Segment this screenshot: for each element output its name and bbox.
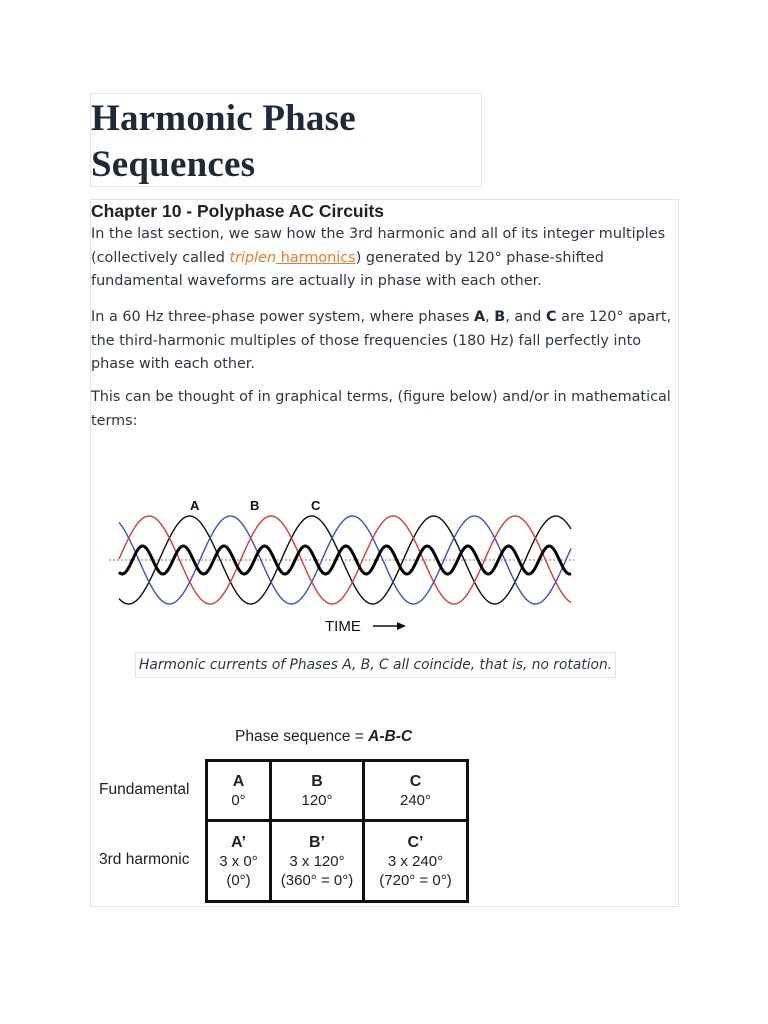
wave-label-c: C <box>311 498 321 513</box>
wave-label-a: A <box>190 498 200 513</box>
phase-c-text: C <box>546 309 557 325</box>
time-label: TIME <box>325 618 361 635</box>
phase-sequence-value: A-B-C <box>368 728 413 745</box>
phase-sequence-title: Phase sequence = A-B-C <box>235 728 413 745</box>
figure-caption: Harmonic currents of Phases A, B, C all coincide, that is, no rotation. <box>135 652 616 678</box>
paragraph-3: This can be thought of in graphical terms, (figure below) and/or in mathematical terms: <box>91 389 671 429</box>
row-label-3rd-harmonic: 3rd harmonic <box>99 851 190 868</box>
paragraph-1: In the last section, we saw how the 3rd harmonic and all of its integer multiples (collectively called triplen harmonics) generated by 120° phase-shifted fundamental waveforms are actually in phase with each other. <box>91 226 666 289</box>
phase-b-text: B <box>494 309 506 325</box>
paragraph-2: In a 60 Hz three-phase power system, where phases A, B, and C are 120° apart, the third-harmonic multiples of those frequencies (180 Hz) fall perfectly into phase with each other. <box>91 309 672 372</box>
wave-label-b: B <box>250 498 260 513</box>
article-content <box>90 199 679 907</box>
table-cell: C 240° <box>364 761 468 821</box>
table-row-fundamental <box>207 761 468 821</box>
table-row-3rd-harmonic <box>207 821 468 902</box>
chapter-heading: Chapter 10 - Polyphase AC Circuits <box>91 201 385 221</box>
phase-sequence-table <box>205 759 469 903</box>
table-cell: A 0° <box>207 761 271 821</box>
table-cell: B 120° <box>271 761 364 821</box>
page-title: Harmonic Phase Sequences <box>91 98 356 185</box>
row-label-fundamental: Fundamental <box>99 781 190 798</box>
time-arrow-head <box>397 622 406 630</box>
triplen-harmonics-link[interactable]: triplen harmonics <box>229 249 356 266</box>
table-cell: A’ 3 x 0° (0°) <box>207 821 271 902</box>
table-cell: C’ 3 x 240° (720° = 0°) <box>364 821 468 902</box>
table-cell: B’ 3 x 120° (360° = 0°) <box>271 821 364 902</box>
phase-a-text: A <box>473 309 486 325</box>
harmonic-waveform-figure <box>109 495 579 640</box>
title-box <box>90 93 482 187</box>
